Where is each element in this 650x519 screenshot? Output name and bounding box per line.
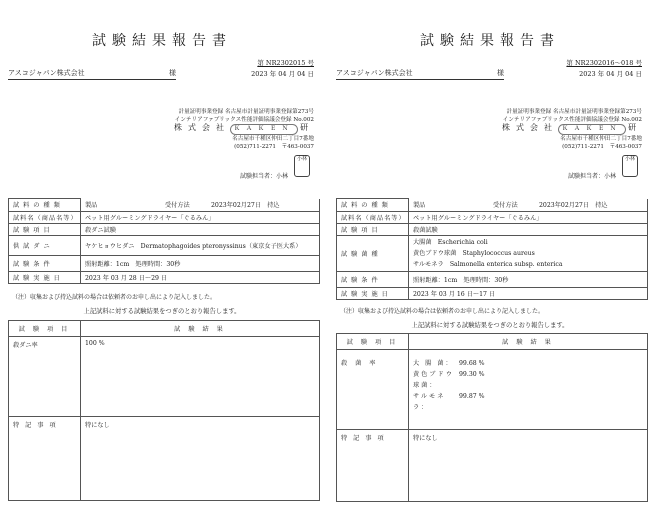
- report-number: 第 NR2302015 号: [257, 59, 314, 67]
- row-value: 照射距離：1cm 処理時間：30秒: [409, 271, 648, 287]
- issuer-contact: (052)711-2271 〒463-0037: [562, 143, 642, 150]
- result-line: 黄色ブドウ球菌： 99.30 %: [413, 371, 485, 389]
- row-value: 照射距離：1cm 処理時間：30秒: [81, 255, 320, 271]
- table-row: [9, 337, 320, 417]
- issuer-name: 株式会社 ＫＡＫＥＮ 研: [174, 124, 314, 134]
- remarks-label: 特 記 事 項: [9, 417, 81, 501]
- sample-info-table: [336, 198, 648, 300]
- recipient-name: アスコジャパン株式会社: [8, 69, 85, 77]
- result-item: 殺ダニ率: [9, 337, 81, 417]
- note: （注）収集および持込試料の場合は依頼者のお申し出により記入しました。: [12, 294, 217, 301]
- organism-line: 黄色ブドウ球菌 Staphylococcus aureus: [413, 249, 535, 257]
- recipient-suffix: 様: [169, 69, 176, 77]
- report-right: [330, 0, 650, 519]
- report-left: [2, 0, 322, 519]
- issuer-seal: ＫＡＫＥＮ: [558, 124, 626, 134]
- issuer-block: [502, 108, 642, 151]
- table-row: [337, 235, 648, 271]
- row-value: ペット用グルーミングドライヤー「ぐるみん」: [409, 211, 648, 223]
- table-row: [9, 223, 320, 235]
- table-header-row: [337, 334, 648, 350]
- row-label: 試 験 条 件: [337, 271, 409, 287]
- table-row: [337, 350, 648, 430]
- row-value: 製品 受付方法 2023年02月27日 持込: [409, 199, 648, 211]
- row-value: ペット用グルーミングドライヤー「ぐるみん」: [81, 211, 320, 223]
- remarks-value: 特になし: [81, 417, 320, 501]
- row-value: 2023 年 03 月 16 日～17 日: [409, 287, 648, 299]
- remarks-value: 特になし: [409, 430, 648, 502]
- table-row: [9, 255, 320, 271]
- sample-info-table: [8, 198, 320, 284]
- recipient: [8, 68, 176, 80]
- report-title: 試験結果報告書: [420, 33, 560, 49]
- table-row: [337, 223, 648, 235]
- issuer-seal: ＫＡＫＥＮ: [230, 124, 298, 134]
- remarks-label: 特 記 事 項: [337, 430, 409, 502]
- row-value: [409, 235, 648, 271]
- table-row: [337, 199, 648, 212]
- inspector: 試験担当者：小林: [567, 173, 616, 180]
- issuer-name: 株式会社 ＫＡＫＥＮ 研: [502, 124, 642, 134]
- row-label: 試料名（商品名等）: [337, 211, 409, 223]
- issuer-council: インテリアファブリックス性能評価協議会登録 No.002: [502, 117, 642, 124]
- table-row: [9, 211, 320, 223]
- table-row: [337, 211, 648, 223]
- recipient-suffix: 様: [497, 69, 504, 77]
- row-value: 殺ダニ試験: [81, 223, 320, 235]
- table-row: [9, 235, 320, 255]
- issuer-registration: 計量証明事業登録 名古屋市計量証明事業登録第273号: [178, 109, 314, 115]
- report-date: 2023 年 04 月 04 日: [579, 70, 642, 78]
- inspector-stamp: 小林: [294, 155, 310, 177]
- table-row: [337, 271, 648, 287]
- row-label: 試 験 菌 種: [337, 235, 409, 271]
- issuer-block: [174, 108, 314, 151]
- table-row: [337, 430, 648, 502]
- result-line: 大 腸 菌： 99.68 %: [413, 360, 485, 367]
- row-label: 試 料 の 種 類: [9, 199, 81, 212]
- report-number: 第 NR2302016～018 号: [566, 59, 642, 67]
- header-item: 試 験 項 目: [337, 334, 409, 350]
- organism-line: サルモネラ Salmonella enterica subsp. enterica: [413, 260, 563, 268]
- row-value: 製品 受付方法 2023年02月27日 持込: [81, 199, 320, 211]
- row-value: ヤケヒョウヒダニ Dermatophagoides pteronyssinus（東京女子医大系）: [81, 235, 320, 255]
- note: （注）収集および持込試料の場合は依頼者のお申し出により記入しました。: [340, 308, 545, 315]
- result-value: [409, 350, 648, 430]
- header-result: 試 験 結 果: [81, 321, 320, 337]
- organism-line: 大腸菌 Escherichia coli: [413, 238, 488, 246]
- results-table: [8, 320, 320, 501]
- issuer-council: インテリアファブリックス性能評価協議会登録 No.002: [174, 117, 314, 124]
- row-label: 試 験 項 目: [337, 223, 409, 235]
- row-label: 供 試 ダ ニ: [9, 235, 81, 255]
- header-item: 試 験 項 目: [9, 321, 81, 337]
- row-label: 試 験 条 件: [9, 255, 81, 271]
- header-result: 試 験 結 果: [409, 334, 648, 350]
- result-item: 殺 菌 率: [337, 350, 409, 430]
- report-title: 試験結果報告書: [92, 33, 232, 49]
- issuer-address: 名古屋市千種区仲田二丁目7番地: [232, 135, 314, 142]
- row-label: 試 験 実 施 日: [9, 271, 81, 283]
- issuer-registration: 計量証明事業登録 名古屋市計量証明事業登録第273号: [506, 109, 642, 115]
- report-statement: 上記試料に対する試験結果をつぎのとおり報告します。: [83, 308, 241, 315]
- results-table: [336, 333, 648, 502]
- report-date: 2023 年 04 月 04 日: [251, 70, 314, 78]
- recipient: [336, 68, 504, 80]
- inspector-stamp: 小林: [622, 155, 638, 177]
- inspector: 試験担当者：小林: [239, 173, 288, 180]
- issuer-contact: (052)711-2271 〒463-0037: [234, 143, 314, 150]
- row-label: 試 験 項 目: [9, 223, 81, 235]
- report-statement: 上記試料に対する試験結果をつぎのとおり報告します。: [411, 322, 569, 329]
- table-header-row: [9, 321, 320, 337]
- result-line: サルモネラ： 99.87 %: [413, 393, 485, 411]
- table-row: [9, 271, 320, 283]
- recipient-name: アスコジャパン株式会社: [336, 69, 413, 77]
- row-label: 試 験 実 施 日: [337, 287, 409, 299]
- row-value: 殺菌試験: [409, 223, 648, 235]
- issuer-address: 名古屋市千種区仲田二丁目7番地: [560, 135, 642, 142]
- table-row: [337, 287, 648, 299]
- row-value: 2023 年 03 月 28 日～29 日: [81, 271, 320, 283]
- table-row: [9, 199, 320, 212]
- row-label: 試 料 の 種 類: [337, 199, 409, 212]
- row-label: 試料名（商品名等）: [9, 211, 81, 223]
- result-value: 100 %: [81, 337, 320, 417]
- table-row: [9, 417, 320, 501]
